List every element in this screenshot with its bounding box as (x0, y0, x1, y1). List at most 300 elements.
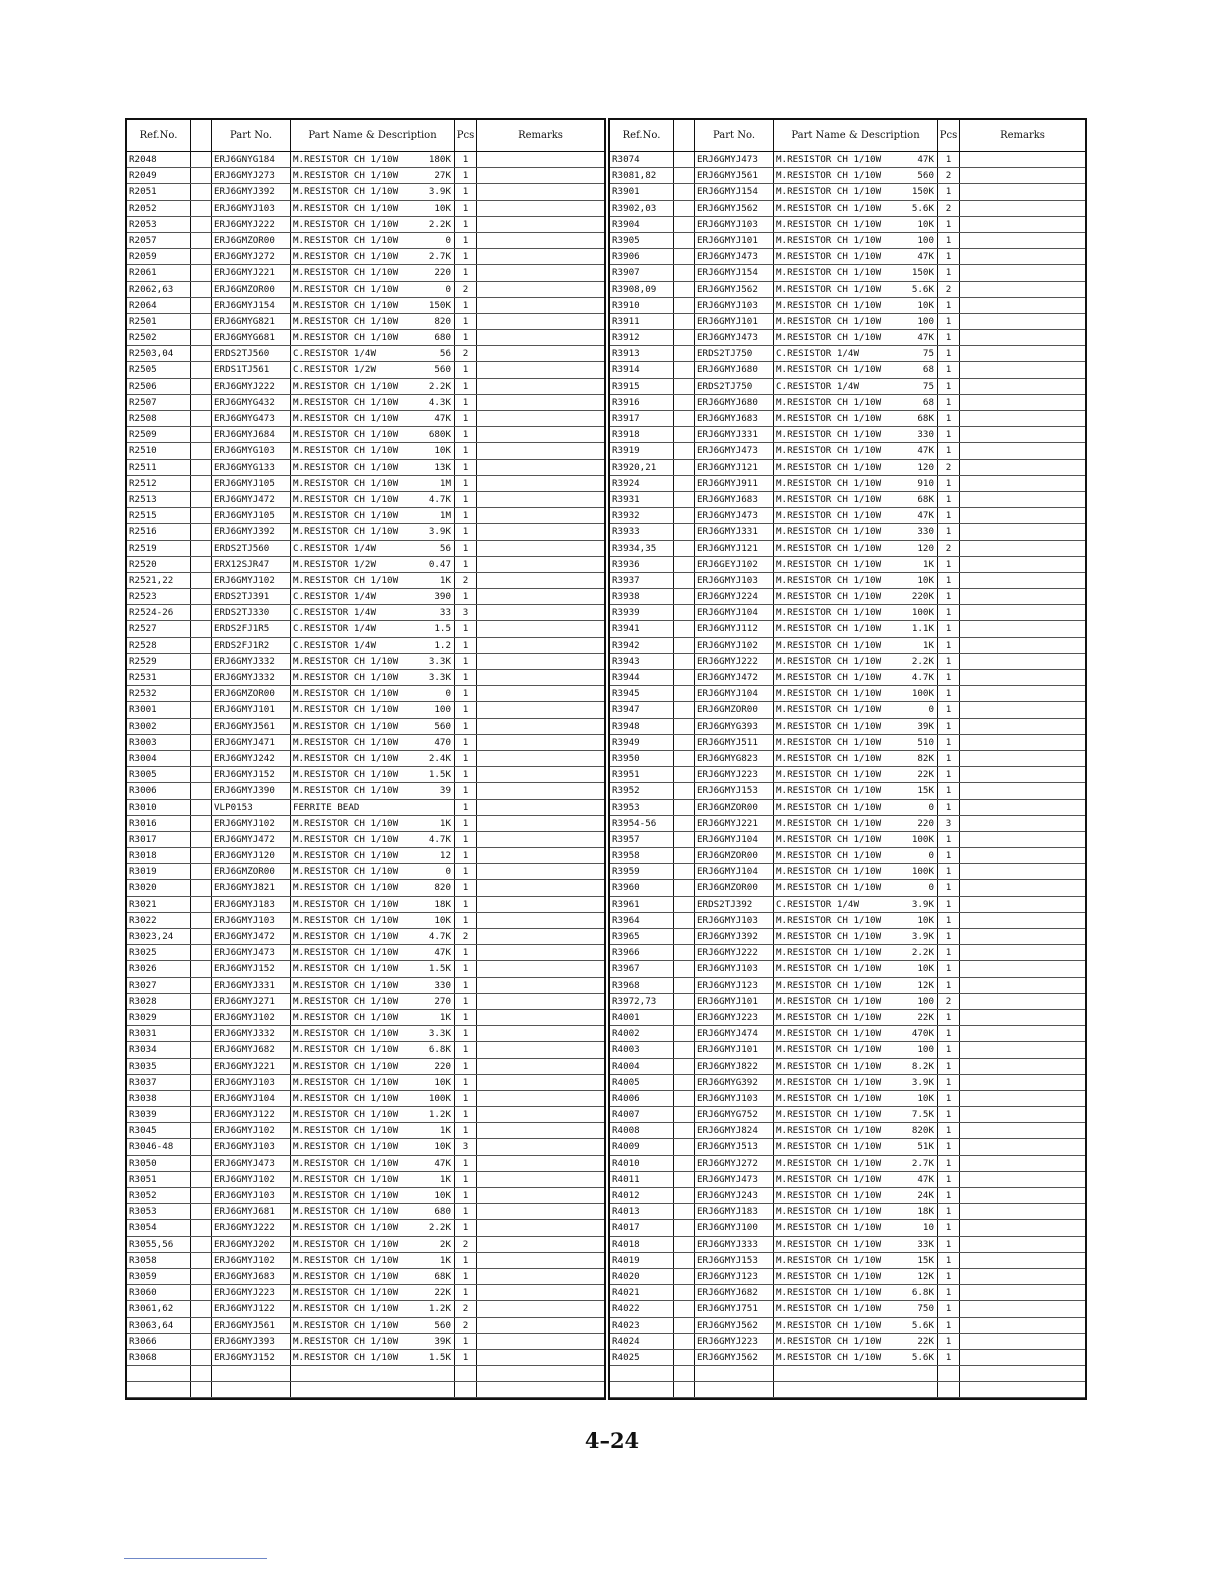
resistance-value: 0 (445, 234, 451, 246)
cell-part-no: ERJ6GMYJ333 (695, 1237, 774, 1252)
cell-ref-no: R3913 (610, 346, 674, 361)
table-row (610, 800, 1085, 816)
cell-remarks (960, 686, 1085, 701)
cell-remarks (477, 1042, 604, 1057)
cell-part-no: ERJ6GMYG432 (212, 395, 291, 410)
cell-description (774, 1026, 938, 1041)
cell-description (291, 800, 455, 815)
cell-remarks (960, 557, 1085, 572)
cell-ref-no: R3020 (127, 880, 191, 895)
cell-pcs: 1 (455, 443, 477, 458)
cell-description (291, 816, 455, 831)
resistance-value: 120 (917, 542, 934, 554)
cell-pcs: 1 (938, 880, 960, 895)
table-row (610, 1091, 1085, 1107)
resistance-value: 4.7K (911, 672, 934, 683)
description-text: M.RESISTOR CH 1/10W (776, 396, 882, 408)
resistance-value: 0 (445, 688, 451, 700)
cell-part-no: ERJ6GMYJ471 (212, 735, 291, 750)
cell-spacer (674, 702, 695, 717)
table-row (127, 702, 604, 718)
empty-cell (960, 1382, 1085, 1397)
table-row (610, 557, 1085, 573)
resistance-value: 33 (439, 607, 451, 619)
cell-pcs: 1 (938, 1091, 960, 1106)
cell-description (774, 1059, 938, 1074)
resistance-value: 56 (439, 348, 451, 360)
description-text: M.RESISTOR CH 1/10W (293, 154, 399, 165)
resistance-value: 10K (434, 445, 451, 457)
cell-pcs: 1 (938, 945, 960, 960)
cell-description (291, 362, 455, 377)
cell-description (291, 929, 455, 944)
resistance-value: 68 (922, 364, 934, 376)
cell-remarks (477, 638, 604, 653)
cell-description (774, 460, 938, 475)
description-text: M.RESISTOR CH 1/10W (776, 623, 882, 635)
cell-part-no: ERJ6GMYJ511 (695, 735, 774, 750)
cell-ref-no: R3902,03 (610, 201, 674, 216)
table-row (610, 524, 1085, 540)
resistance-value: 3.3K (428, 655, 451, 667)
description-text: C.RESISTOR 1/4W (293, 639, 376, 651)
cell-spacer (191, 1091, 212, 1106)
cell-ref-no: R4012 (610, 1188, 674, 1203)
description-text: M.RESISTOR CH 1/10W (776, 1157, 882, 1169)
table-row (127, 1269, 604, 1285)
cell-part-no: ERJ6GEYJ102 (695, 557, 774, 572)
cell-ref-no: R3912 (610, 330, 674, 345)
description-text: M.RESISTOR CH 1/10W (293, 315, 399, 327)
cell-pcs: 1 (455, 945, 477, 960)
table-row (127, 460, 604, 476)
cell-part-no: ERJ6GMYJ102 (212, 1010, 291, 1025)
cell-pcs: 1 (455, 1269, 477, 1284)
cell-remarks (960, 492, 1085, 507)
cell-ref-no: R3931 (610, 492, 674, 507)
description-text: M.RESISTOR CH 1/10W (776, 785, 882, 797)
cell-ref-no: R3933 (610, 524, 674, 539)
resistance-value: 10K (917, 574, 934, 586)
cell-pcs: 1 (938, 362, 960, 377)
header-description: Part Name & Description (774, 120, 938, 151)
cell-ref-no: R3023,24 (127, 929, 191, 944)
cell-ref-no: R4017 (610, 1220, 674, 1235)
cell-description (291, 427, 455, 442)
cell-part-no: ERJ6GMYJ152 (212, 1350, 291, 1365)
cell-ref-no: R4013 (610, 1204, 674, 1219)
cell-remarks (960, 1172, 1085, 1187)
resistance-value: 820 (434, 315, 451, 327)
table-row (610, 492, 1085, 508)
cell-part-no: ERJ6GMYJ390 (212, 783, 291, 798)
cell-spacer (191, 524, 212, 539)
cell-ref-no: R3914 (610, 362, 674, 377)
cell-description (291, 670, 455, 685)
table-row (610, 864, 1085, 880)
table-row (610, 1334, 1085, 1350)
cell-description (774, 589, 938, 604)
table-row (127, 719, 604, 735)
table-row (610, 978, 1085, 994)
resistance-value: 100K (911, 866, 934, 878)
cell-part-no: ERJ6GMYJ153 (695, 783, 774, 798)
table-row (127, 1350, 604, 1366)
cell-description (291, 330, 455, 345)
cell-part-no: ERJ6GMZOR00 (695, 848, 774, 863)
cell-description (291, 848, 455, 863)
cell-spacer (674, 1285, 695, 1300)
cell-spacer (191, 654, 212, 669)
cell-ref-no: R2049 (127, 168, 191, 183)
description-text: M.RESISTOR CH 1/10W (776, 574, 882, 586)
cell-remarks (477, 265, 604, 280)
cell-pcs: 2 (455, 282, 477, 297)
cell-part-no: ERJ6GMYJ513 (695, 1139, 774, 1154)
cell-pcs: 1 (455, 670, 477, 685)
cell-description (291, 605, 455, 620)
cell-part-no: ERJ6GMYG752 (695, 1107, 774, 1122)
cell-ref-no: R3004 (127, 751, 191, 766)
table-row (610, 1269, 1085, 1285)
resistance-value: 4.7K (428, 931, 451, 942)
cell-pcs: 1 (938, 265, 960, 280)
resistance-value: 33K (917, 1238, 934, 1250)
table-row (127, 541, 604, 557)
cell-ref-no: R4008 (610, 1123, 674, 1138)
cell-remarks (960, 638, 1085, 653)
cell-description (774, 346, 938, 361)
cell-pcs: 1 (938, 508, 960, 523)
cell-ref-no: R3952 (610, 783, 674, 798)
cell-description (291, 994, 455, 1009)
cell-remarks (477, 541, 604, 556)
cell-ref-no: R3035 (127, 1059, 191, 1074)
cell-ref-no: R2506 (127, 379, 191, 394)
cell-spacer (674, 492, 695, 507)
description-text: M.RESISTOR CH 1/10W (776, 947, 882, 959)
cell-spacer (191, 476, 212, 491)
cell-ref-no: R4007 (610, 1107, 674, 1122)
cell-remarks (477, 767, 604, 782)
cell-part-no: ERX12SJR47 (212, 557, 291, 572)
cell-spacer (191, 573, 212, 588)
cell-spacer (674, 1301, 695, 1316)
cell-spacer (191, 605, 212, 620)
table-row (127, 1139, 604, 1155)
cell-spacer (674, 654, 695, 669)
cell-ref-no: R2507 (127, 395, 191, 410)
resistance-value: 100 (434, 704, 451, 716)
cell-ref-no: R3034 (127, 1042, 191, 1057)
table-row (610, 265, 1085, 281)
cell-part-no: ERJ6GMYJ100 (695, 1220, 774, 1235)
cell-part-no: ERJ6GMYJ221 (212, 265, 291, 280)
table-row (610, 460, 1085, 476)
cell-ref-no: R3059 (127, 1269, 191, 1284)
cell-spacer (191, 427, 212, 442)
cell-ref-no: R2511 (127, 460, 191, 475)
description-text: M.RESISTOR CH 1/10W (776, 1254, 882, 1266)
cell-pcs: 1 (938, 751, 960, 766)
resistance-value: 68K (917, 413, 934, 424)
description-text: M.RESISTOR CH 1/10W (293, 445, 399, 457)
cell-description (774, 573, 938, 588)
resistance-value: 3.9K (428, 186, 451, 198)
cell-spacer (674, 265, 695, 280)
cell-remarks (960, 1026, 1085, 1041)
cell-part-no: ERJ6GMYG823 (695, 751, 774, 766)
description-text: M.RESISTOR CH 1/10W (293, 332, 399, 344)
cell-ref-no: R3054 (127, 1220, 191, 1235)
description-text: M.RESISTOR CH 1/10W (293, 1125, 399, 1137)
resistance-value: 56 (439, 542, 451, 554)
cell-spacer (674, 621, 695, 636)
cell-ref-no: R3938 (610, 589, 674, 604)
cell-description (774, 816, 938, 831)
cell-remarks (960, 1269, 1085, 1284)
cell-pcs: 1 (938, 395, 960, 410)
cell-pcs: 2 (455, 1318, 477, 1333)
table-row (127, 1301, 604, 1317)
description-text: M.RESISTOR CH 1/10W (293, 817, 399, 829)
resistance-value: 10K (917, 963, 934, 975)
cell-remarks (477, 589, 604, 604)
cell-remarks (477, 427, 604, 442)
cell-description (774, 476, 938, 491)
cell-ref-no: R3061,62 (127, 1301, 191, 1316)
cell-spacer (191, 541, 212, 556)
description-text: M.RESISTOR CH 1/10W (776, 234, 882, 246)
cell-pcs: 1 (938, 929, 960, 944)
cell-ref-no: R4006 (610, 1091, 674, 1106)
cell-ref-no: R4024 (610, 1334, 674, 1349)
cell-description (291, 1042, 455, 1057)
cell-remarks (960, 1156, 1085, 1171)
description-text: M.RESISTOR CH 1/10W (293, 1044, 399, 1056)
cell-part-no: ERJ6GMYJ473 (695, 249, 774, 264)
resistance-value: 51K (917, 1141, 934, 1153)
description-text: M.RESISTOR CH 1/10W (776, 315, 882, 327)
empty-cell (212, 1366, 291, 1381)
cell-ref-no: R4023 (610, 1318, 674, 1333)
cell-remarks (960, 460, 1085, 475)
cell-description (774, 1123, 938, 1138)
cell-spacer (191, 1156, 212, 1171)
parts-table-left (125, 118, 606, 1400)
table-row (127, 1188, 604, 1204)
cell-pcs: 1 (455, 1026, 477, 1041)
cell-spacer (191, 767, 212, 782)
cell-description (291, 1188, 455, 1203)
cell-ref-no: R3916 (610, 395, 674, 410)
cell-remarks (960, 864, 1085, 879)
cell-ref-no: R3950 (610, 751, 674, 766)
cell-remarks (960, 1253, 1085, 1268)
cell-part-no: ERDS2TJ560 (212, 541, 291, 556)
cell-pcs: 1 (455, 994, 477, 1009)
resistance-value: 10K (434, 1076, 451, 1088)
table-row (127, 621, 604, 637)
cell-spacer (191, 1204, 212, 1219)
cell-part-no: ERJ6GMYJ102 (212, 1123, 291, 1138)
cell-description (291, 233, 455, 248)
cell-description (291, 1026, 455, 1041)
cell-description (291, 508, 455, 523)
table-row (610, 702, 1085, 718)
cell-description (291, 395, 455, 410)
cell-description (774, 1139, 938, 1154)
table-header (127, 120, 604, 152)
description-text: M.RESISTOR CH 1/10W (293, 380, 399, 392)
table-row (127, 654, 604, 670)
cell-ref-no: R3017 (127, 832, 191, 847)
table-row (610, 1139, 1085, 1155)
cell-spacer (674, 897, 695, 912)
table-row (610, 330, 1085, 346)
cell-ref-no: R2528 (127, 638, 191, 653)
cell-description (774, 492, 938, 507)
cell-spacer (674, 1269, 695, 1284)
cell-spacer (191, 1220, 212, 1235)
table-row (127, 557, 604, 573)
empty-cell (695, 1366, 774, 1381)
table-row (127, 816, 604, 832)
cell-description (774, 1269, 938, 1284)
cell-description (774, 978, 938, 993)
cell-part-no: ERJ6GMYJ123 (695, 1269, 774, 1284)
resistance-value: 4.3K (428, 396, 451, 408)
cell-description (291, 735, 455, 750)
resistance-value: 13K (434, 461, 451, 473)
header-part-no: Part No. (212, 120, 291, 151)
cell-part-no: ERJ6GMYJ680 (695, 395, 774, 410)
cell-remarks (960, 1123, 1085, 1138)
description-text: M.RESISTOR CH 1/10W (293, 720, 399, 732)
cell-ref-no: R2521,22 (127, 573, 191, 588)
cell-spacer (674, 719, 695, 734)
cell-description (774, 427, 938, 442)
cell-remarks (477, 1010, 604, 1025)
cell-remarks (960, 346, 1085, 361)
table-row (610, 1010, 1085, 1026)
cell-spacer (674, 1010, 695, 1025)
resistance-value: 18K (917, 1206, 934, 1218)
cell-part-no: ERJ6GMYJ122 (212, 1107, 291, 1122)
table-row (610, 1253, 1085, 1269)
description-text: M.RESISTOR CH 1/10W (293, 704, 399, 716)
resistance-value: 100K (911, 607, 934, 619)
description-text: M.RESISTOR CH 1/10W (293, 655, 399, 667)
description-text: M.RESISTOR CH 1/10W (776, 833, 882, 845)
cell-spacer (191, 184, 212, 199)
cell-pcs: 1 (938, 492, 960, 507)
cell-pcs: 1 (938, 686, 960, 701)
cell-spacer (191, 379, 212, 394)
description-text: M.RESISTOR CH 1/10W (776, 931, 882, 942)
cell-part-no: ERJ6GMYJ271 (212, 994, 291, 1009)
description-text: M.RESISTOR CH 1/10W (776, 1222, 882, 1234)
cell-pcs: 1 (455, 508, 477, 523)
description-text: M.RESISTOR CH 1/10W (776, 1044, 882, 1056)
description-text: M.RESISTOR CH 1/10W (293, 510, 399, 522)
cell-ref-no: R3039 (127, 1107, 191, 1122)
resistance-value: 1M (439, 477, 451, 489)
cell-part-no: ERJ6GMYJ473 (695, 1172, 774, 1187)
table-row (127, 476, 604, 492)
cell-spacer (191, 783, 212, 798)
description-text: M.RESISTOR CH 1/10W (776, 963, 882, 975)
description-text: M.RESISTOR CH 1/10W (293, 1206, 399, 1218)
resistance-value: 120 (917, 461, 934, 473)
cell-part-no: ERDS2TJ750 (695, 379, 774, 394)
cell-part-no: ERJ6GMYJ104 (212, 1091, 291, 1106)
cell-part-no: ERJ6GMZOR00 (212, 282, 291, 297)
description-text: M.RESISTOR CH 1/10W (293, 898, 399, 910)
cell-pcs: 1 (938, 573, 960, 588)
empty-cell (695, 1382, 774, 1397)
cell-pcs: 1 (455, 362, 477, 377)
cell-part-no: VLP0153 (212, 800, 291, 815)
cell-part-no: ERDS2FJ1R2 (212, 638, 291, 653)
cell-part-no: ERJ6GMYJ562 (695, 1318, 774, 1333)
table-row (127, 1253, 604, 1269)
cell-ref-no: R3022 (127, 913, 191, 928)
resistance-value: 0 (445, 866, 451, 878)
cell-spacer (674, 1237, 695, 1252)
resistance-value: 10K (434, 1190, 451, 1201)
cell-part-no: ERJ6GMYJ105 (212, 508, 291, 523)
cell-description (291, 314, 455, 329)
resistance-value: 3.9K (911, 1076, 934, 1088)
description-text: M.RESISTOR CH 1/10W (776, 154, 882, 165)
cell-description (291, 638, 455, 653)
cell-remarks (477, 783, 604, 798)
cell-description (291, 201, 455, 216)
cell-description (774, 1237, 938, 1252)
table-row (127, 298, 604, 314)
description-text: M.RESISTOR CH 1/10W (776, 283, 882, 295)
cell-pcs: 1 (938, 702, 960, 717)
description-text: M.RESISTOR CH 1/10W (293, 1254, 399, 1266)
cell-part-no: ERJ6GMYJ332 (212, 1026, 291, 1041)
cell-spacer (191, 1269, 212, 1284)
cell-pcs: 1 (455, 1107, 477, 1122)
resistance-value: 1.5K (428, 963, 451, 975)
resistance-value: 2.2K (428, 380, 451, 392)
table-row (610, 362, 1085, 378)
cell-pcs: 1 (455, 1188, 477, 1203)
description-text: M.RESISTOR CH 1/10W (776, 914, 882, 926)
cell-ref-no: R3081,82 (610, 168, 674, 183)
cell-ref-no: R2520 (127, 557, 191, 572)
table-body-right (610, 152, 1085, 1398)
cell-ref-no: R4001 (610, 1010, 674, 1025)
cell-part-no: ERJ6GMYJ223 (695, 1334, 774, 1349)
cell-description (774, 654, 938, 669)
cell-pcs: 1 (455, 233, 477, 248)
cell-pcs: 1 (455, 978, 477, 993)
cell-ref-no: R3046-48 (127, 1139, 191, 1154)
cell-spacer (674, 476, 695, 491)
cell-pcs: 1 (938, 1220, 960, 1235)
resistance-value: 0 (445, 283, 451, 295)
table-row (610, 411, 1085, 427)
cell-part-no: ERJ6GMYJ103 (695, 298, 774, 313)
cell-ref-no: R3074 (610, 152, 674, 167)
cell-pcs: 1 (938, 427, 960, 442)
description-text: M.RESISTOR CH 1/10W (293, 1190, 399, 1201)
